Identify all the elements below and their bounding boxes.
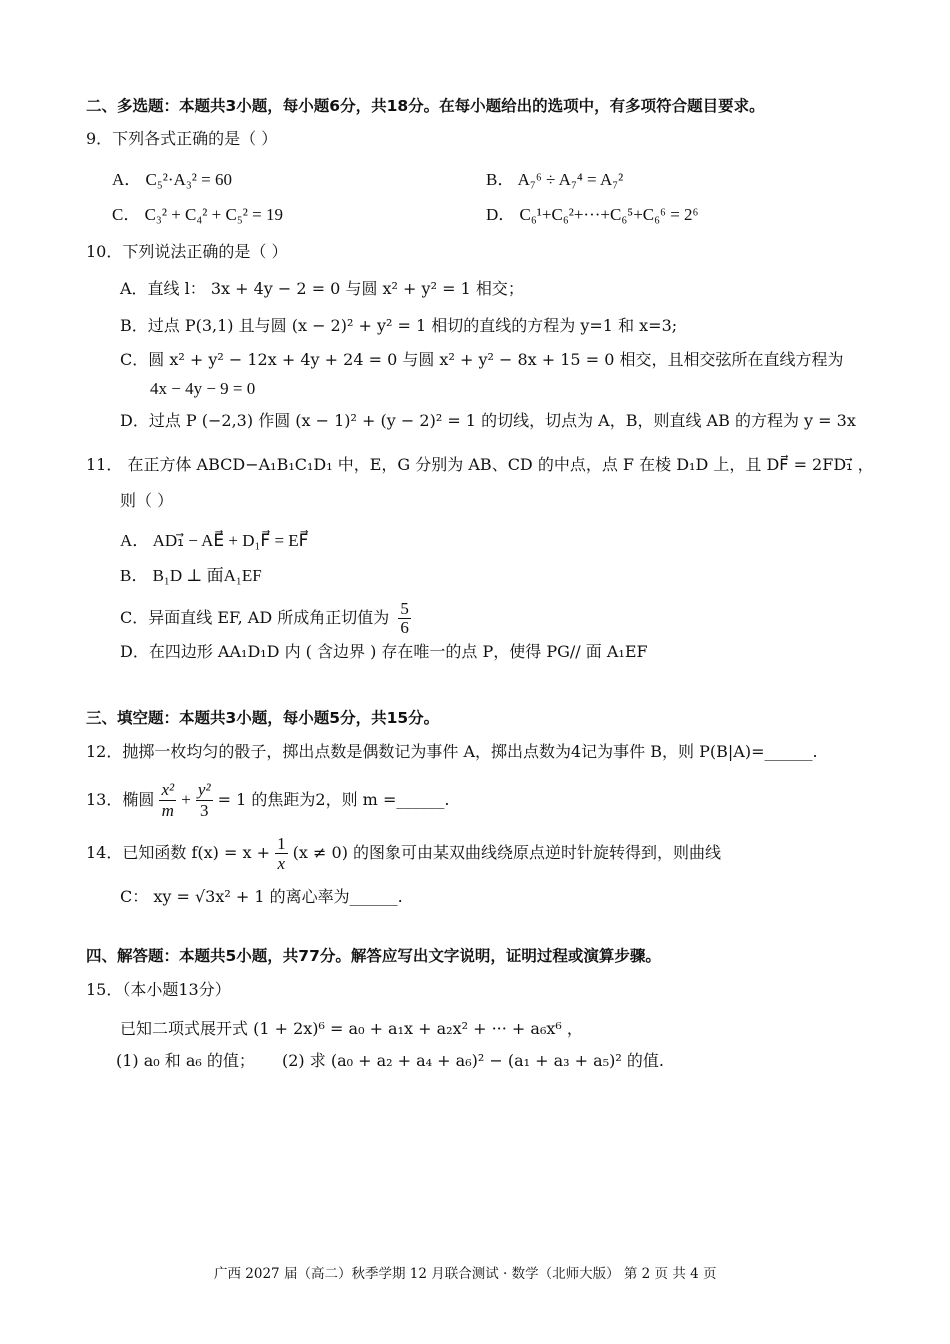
q9-option-a: A． C₅²·A₃² = 60 xyxy=(112,170,232,189)
q14-fraction xyxy=(275,834,288,873)
q14-denominator: x xyxy=(277,854,286,873)
q13-fraction-x xyxy=(159,780,176,821)
q10-option-c-line2: 4x − 4y − 9 = 0 xyxy=(150,379,256,398)
q15-part2: (2) 求 (a₀ + a₂ + a₄ + a₆)² − (a₁ + a₃ + a₅)² 的值. xyxy=(282,1051,664,1070)
q11-option-b: B． B₁D ⊥ 面A₁EF xyxy=(120,566,262,585)
q14-suffix: (x ≠ 0) 的图象可由某双曲线绕原点逆时针旋转得到，则曲线 xyxy=(292,843,722,862)
q10-option-a: A．直线 l： 3x + 4y − 2 = 0 与圆 x² + y² = 1 相交； xyxy=(120,279,524,298)
q11-option-d: D．在四边形 AA₁D₁D 内 ( 含边界 ) 存在唯一的点 P，使得 PG// 面 A₁EF xyxy=(120,642,648,661)
q11-c-fraction xyxy=(398,600,411,637)
q9-option-c: C． C₃² + C₄² + C₅² = 19 xyxy=(112,205,283,224)
q10-option-b: B．过点 P(3,1) 且与圆 (x − 2)² + y² = 1 相切的直线的方程为 y=1 和 x=3; xyxy=(120,316,678,335)
q11-stem-line1: 11． 在正方体 ABCD−A₁B₁C₁D₁ 中，E，G 分别为 AB、CD 的中点，点 F 在棱 D₁D 上，且 DF⃗ = 2FD₁⃗ ， xyxy=(86,455,874,474)
q11-option-c-text: C．异面直线 EF, AD 所成角正切值为 xyxy=(120,608,390,627)
q13-numerator-y: y² xyxy=(197,780,211,799)
q15-expansion: 已知二项式展开式 (1 + 2x)⁶ = a₀ + a₁x + a₂x² + ··· + a₆x⁶ ， xyxy=(120,1019,583,1038)
q10-stem: 10．下列说法正确的是（ ） xyxy=(86,242,288,261)
q13-denominator-3: 3 xyxy=(199,801,209,820)
q13-denominator-m: m xyxy=(161,801,174,820)
q14-numerator: 1 xyxy=(277,834,286,853)
page-footer: 广西 2027 届（高二）秋季学期 12 月联合测试 · 数学（北师大版） 第 2 页 共 4 页 xyxy=(214,1266,717,1282)
q13: 13．椭圆 $\frac{\text{x²}}{m}$ + $\frac{\text{y²}}{3}$ = 1 的焦距为2，则 m =______. xyxy=(86,780,450,820)
q10-option-d: D．过点 P (−2,3) 作圆 (x − 1)² + (y − 2)² = 1 的切线，切点为 A，B，则直线 AB 的方程为 y = 3x xyxy=(120,411,856,430)
q15-part1: (1) a₀ 和 a₆ 的值； xyxy=(116,1051,255,1070)
q11-c-numerator: 5 xyxy=(400,599,409,618)
q13-prefix: 13．椭圆 xyxy=(86,790,155,809)
q12: 12．抛掷一枚均匀的骰子，掷出点数是偶数记为事件 A，掷出点数为4记为事件 B，则 P(B|A)=______. xyxy=(86,742,818,761)
q11-option-a: A． AD₁⃗ − AE⃗ + D₁F⃗ = EF⃗ xyxy=(120,531,309,550)
q13-numerator-x: x² xyxy=(161,780,175,799)
q14-prefix: 14．已知函数 f(x) = x + xyxy=(86,843,270,862)
q10-option-c-line1: C．圆 x² + y² − 12x + 4y + 24 = 0 与圆 x² + y² − 8x + 15 = 0 相交，且相交弦所在直线方程为 xyxy=(120,350,844,369)
q11-c-denominator: 6 xyxy=(400,618,409,637)
q13-suffix: = 1 的焦距为2，则 m =______. xyxy=(217,790,450,809)
q11-option-c xyxy=(120,600,411,637)
q13-fraction-y xyxy=(196,780,213,821)
section2-heading: 二、多选题：本题共3小题，每小题6分，共18分。在每小题给出的选项中，有多项符合题目要求。 xyxy=(86,97,765,115)
section4-heading: 四、解答题：本题共5小题，共77分。解答应写出文字说明，证明过程或演算步骤。 xyxy=(86,947,661,965)
section3-heading: 三、填空题：本题共3小题，每小题5分，共15分。 xyxy=(86,709,440,727)
q14-line1 xyxy=(86,834,721,873)
q9-option-d: D． C₆¹+C₆²+···+C₆⁵+C₆⁶ = 2⁶ xyxy=(486,205,699,224)
q15-header: 15．（本小题13分） xyxy=(86,980,231,999)
q11-stem-line2: 则（ ） xyxy=(120,491,174,510)
q9-stem: 9．下列各式正确的是（ ） xyxy=(86,129,278,148)
q14-line2: C： xy = √3x² + 1 的离心率为______. xyxy=(120,887,403,906)
q9-option-b: B． A₇⁶ ÷ A₇⁴ = A₇² xyxy=(486,170,624,189)
